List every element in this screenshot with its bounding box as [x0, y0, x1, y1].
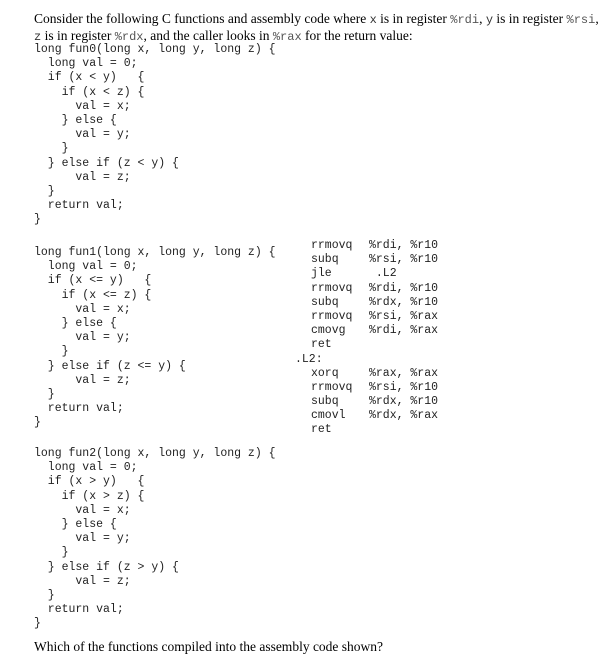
reg-rdx: %rdx [114, 30, 144, 44]
fun0-code: long fun0(long x, long y, long z) { long val = 0; if (x < y) { if (x < z) { val = x; } else { val = y; } } else if (z < y) { val = z; } return val; } [34, 43, 276, 227]
asm-mnemonic: cmovl [311, 409, 346, 423]
var-z: z [34, 30, 42, 44]
asm-instruction [295, 267, 515, 281]
asm-mnemonic: subq [311, 253, 339, 267]
asm-mnemonic: ret [311, 423, 332, 437]
asm-mnemonic: xorq [311, 366, 339, 380]
assembly-listing [295, 239, 515, 438]
reg-rdi: %rdi [450, 13, 480, 27]
asm-mnemonic: rrmovq [311, 380, 353, 394]
intro-text: , and the caller looks in [143, 28, 273, 43]
asm-instruction [295, 310, 515, 324]
intro-text: , [479, 11, 486, 26]
asm-mnemonic: subq [311, 395, 339, 409]
asm-instruction [295, 409, 515, 423]
asm-mnemonic: subq [311, 295, 339, 309]
asm-label-row [295, 353, 515, 367]
reg-rax: %rax [272, 30, 302, 44]
asm-operands: %rdx, %r10 [369, 295, 439, 309]
asm-operands: %rdx, %rax [369, 409, 439, 423]
asm-operands: %rsi, %rax [369, 309, 439, 323]
fun2-code: long fun2(long x, long y, long z) { long val = 0; if (x > y) { if (x > z) { val = x; } else { val = y; } } else if (z > y) { val = z; } return val; } [34, 447, 276, 631]
asm-mnemonic: jle [311, 267, 332, 281]
asm-operands: %rsi, %r10 [369, 380, 439, 394]
asm-instruction [295, 282, 515, 296]
asm-mnemonic: rrmovq [311, 239, 353, 252]
asm-instruction [295, 253, 515, 267]
asm-instruction [295, 324, 515, 338]
intro-text: , [595, 11, 599, 26]
fun1-code: long fun1(long x, long y, long z) { long val = 0; if (x <= y) { if (x <= z) { val = x; } else { val = y; } } else if (z <= y) { val = z; } return val; } [34, 246, 276, 430]
asm-operands: %rdi, %r10 [369, 239, 439, 252]
var-y: y [485, 13, 494, 27]
asm-mnemonic: rrmovq [311, 281, 353, 295]
reg-rsi: %rsi [566, 13, 596, 27]
intro-text: Consider the following C functions and assembly code where [34, 11, 370, 26]
asm-instruction [295, 423, 515, 437]
asm-instruction [295, 367, 515, 381]
asm-operands: %rax, %rax [369, 366, 439, 380]
var-x: x [369, 13, 377, 27]
intro-text: for the return value: [301, 28, 413, 43]
asm-instruction [295, 395, 515, 409]
asm-mnemonic: cmovg [311, 324, 346, 338]
question-text: Which of the functions compiled into the assembly code shown? [34, 639, 384, 654]
intro-text: is in register [376, 11, 451, 26]
asm-instruction [295, 338, 515, 352]
asm-operands: %rsi, %r10 [369, 253, 439, 267]
asm-instruction [295, 239, 515, 253]
asm-mnemonic: ret [311, 338, 332, 352]
asm-label: .L2: [295, 352, 323, 366]
asm-operands: .L2 [369, 267, 397, 281]
asm-operands: %rdi, %rax [369, 324, 439, 338]
asm-operands: %rdx, %r10 [369, 395, 439, 409]
asm-instruction [295, 296, 515, 310]
intro-text: is in register [41, 28, 115, 43]
asm-instruction [295, 381, 515, 395]
asm-operands: %rdi, %r10 [369, 281, 439, 295]
asm-mnemonic: rrmovq [311, 309, 353, 323]
intro-text: is in register [493, 11, 567, 26]
